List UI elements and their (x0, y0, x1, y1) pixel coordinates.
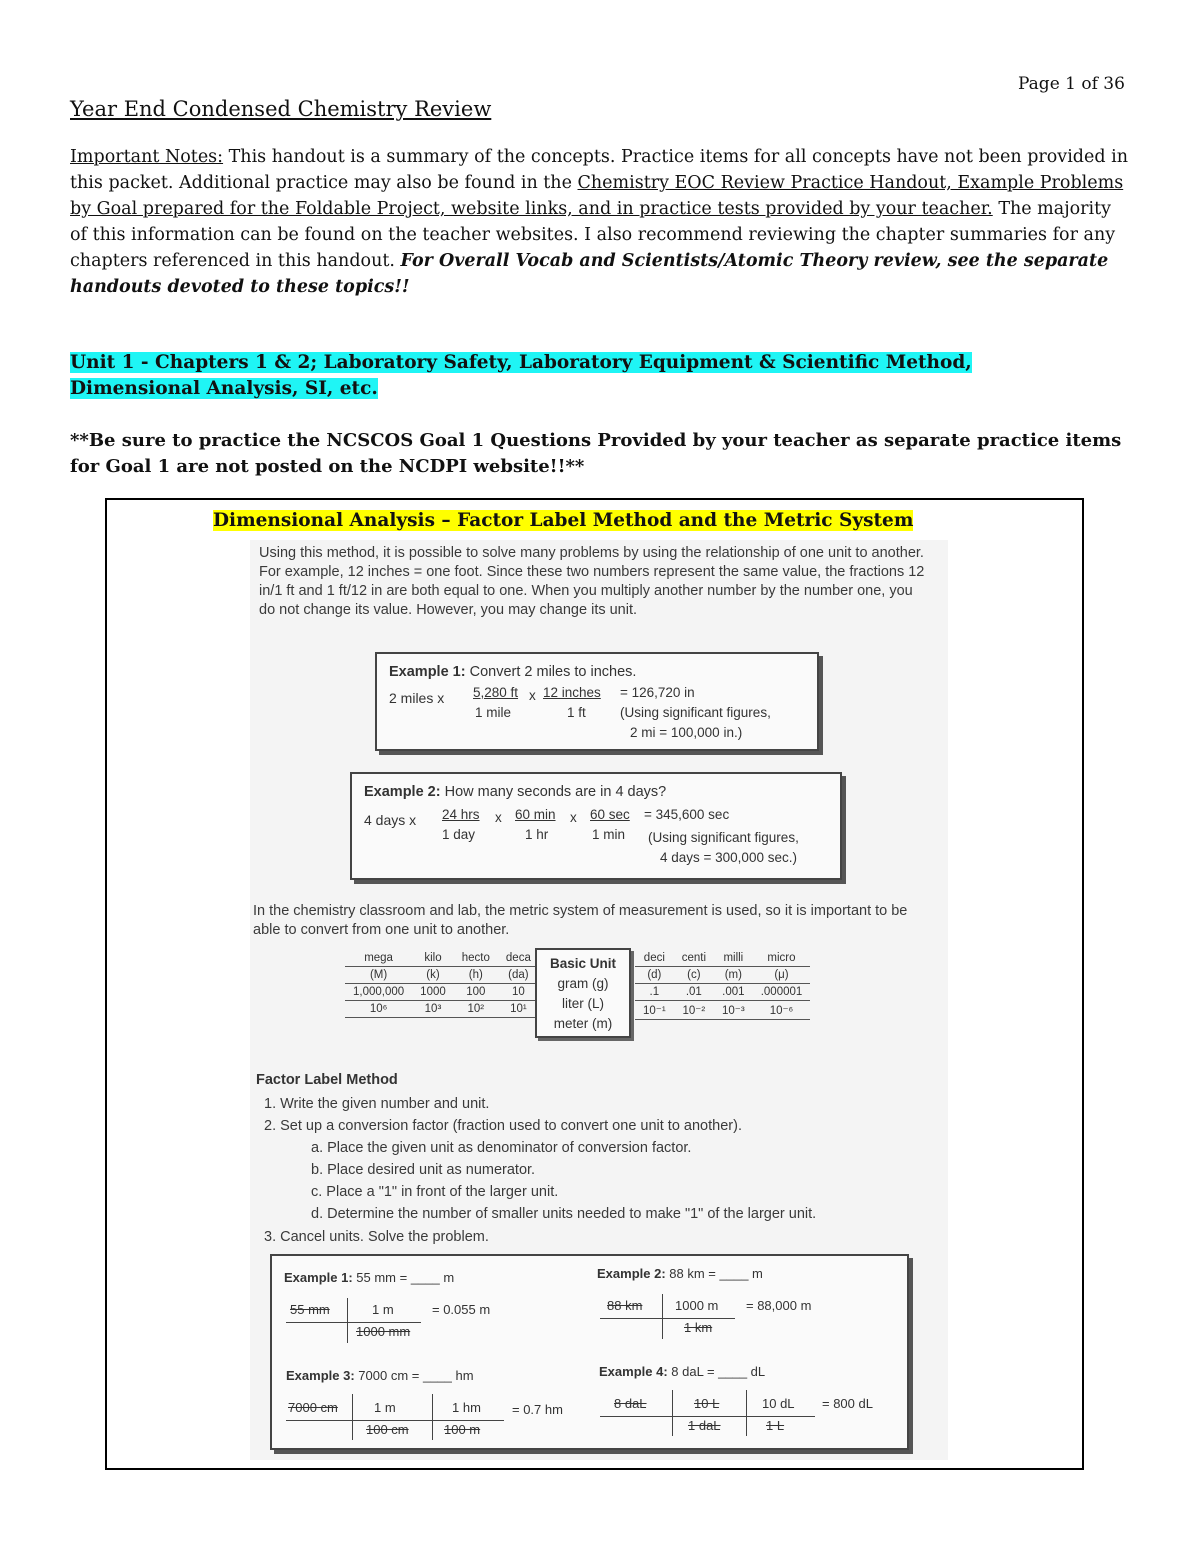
example-1-factor1-den: 1 mile (475, 705, 512, 720)
example-2-factor1-num: 24 hrs (442, 807, 480, 822)
unit-heading (70, 350, 1070, 402)
prefix-value: .001 (714, 984, 753, 1001)
prefix-value: 1000 (412, 984, 454, 1001)
example-2-result: = 345,600 sec (644, 807, 730, 822)
factor-label-step-2a: a. Place the given unit as denominator of conversion factor. (311, 1140, 692, 1156)
fl-example-3-given-text: 7000 cm (288, 1400, 338, 1415)
prefix-power: 10² (454, 1001, 498, 1018)
prefix-name: centi (674, 950, 714, 967)
fl-example-4-num-2: 10 dL (762, 1396, 795, 1411)
factor-label-step-3: 3. Cancel units. Solve the problem. (264, 1229, 489, 1245)
scanned-excerpt (250, 540, 948, 1460)
prefix-name: deci (635, 950, 674, 967)
fl-example-4-label: Example 4: (599, 1364, 668, 1379)
fl-example-4-vline-2 (746, 1390, 747, 1436)
page-title: Year End Condensed Chemistry Review (70, 97, 492, 121)
fl-example-4-question: 8 daL = ____ dL (671, 1364, 766, 1379)
example-2-start: 4 days x (364, 812, 417, 828)
fl-example-3-vline-2 (432, 1394, 433, 1440)
fl-example-4-hline (600, 1416, 815, 1417)
basic-unit-meter: meter (m) (553, 1016, 613, 1031)
fl-example-1-hline (286, 1322, 421, 1323)
prefix-power: 10⁻⁶ (753, 1001, 811, 1020)
example-1-question: Convert 2 miles to inches. (469, 664, 637, 680)
notes-italic-reminder: For Overall Vocab and Scientists/Atomic Theory review, see the separate handouts devoted to these topics!! (70, 251, 1109, 297)
fl-example-2-given-text: 88 km (607, 1298, 643, 1313)
factor-label-examples-box (270, 1254, 909, 1450)
example-1-box (375, 652, 819, 751)
example-1-factor2-den: 1 ft (567, 705, 586, 720)
prefix-power: 10⁻¹ (635, 1001, 674, 1020)
example-1-start: 2 miles x (389, 690, 445, 706)
prefix-value: 100 (454, 984, 498, 1001)
prefix-symbol: (da) (498, 967, 539, 984)
fl-example-4-vline-1 (672, 1390, 673, 1436)
prefix-name: mega (345, 950, 412, 967)
prefix-symbol: (c) (674, 967, 714, 984)
prefix-value: 1,000,000 (345, 984, 412, 1001)
prefix-power: 10³ (412, 1001, 454, 1018)
fl-example-3-num-2: 1 hm (452, 1400, 481, 1415)
fl-example-3-answer: = 0.7 hm (512, 1402, 563, 1417)
example-2-factor3-den: 1 min (592, 827, 626, 842)
factor-label-title: Factor Label Method (256, 1072, 398, 1088)
fl-example-1-given (290, 1302, 330, 1317)
fl-example-1-label: Example 1: (284, 1270, 353, 1285)
prefix-power: 10⁻² (674, 1001, 714, 1020)
practice-note: **Be sure to practice the NCSCOS Goal 1 Questions Provided by your teacher as separate practice items for Goal 1 are not posted on the NCDPI website!!** (70, 430, 1122, 477)
fl-example-1-den-text: 1000 mm (356, 1324, 411, 1339)
fl-example-3-den-1-text: 100 cm (366, 1422, 409, 1437)
prefix-name: kilo (412, 950, 454, 967)
fl-example-2-vline (662, 1294, 663, 1339)
fl-example-3-vline-1 (352, 1394, 353, 1440)
factor-label-step-2d: d. Determine the number of smaller units needed to make "1" of the larger unit. (311, 1206, 817, 1222)
example-2-sig-1: (Using significant figures, (648, 830, 799, 845)
prefix-value: 10 (498, 984, 539, 1001)
prefix-symbol: (h) (454, 967, 498, 984)
unit-heading-text: Unit 1 - Chapters 1 & 2; Laboratory Safety, Laboratory Equipment & Scientific Method, Dimensional Analysis, SI, etc. (70, 352, 972, 399)
notes-resources: Chemistry EOC Review Practice Handout, Example Problems by Goal prepared for the Foldable Project, website links, and in practice tests provided by your teacher. (70, 173, 1124, 219)
fl-example-2-hline (600, 1318, 735, 1319)
fl-example-4-den-2-text: 1 L (766, 1418, 785, 1433)
fl-example-3-den-2-text: 100 m (444, 1422, 481, 1437)
basic-unit-liter: liter (L) (561, 996, 604, 1011)
fl-example-3-num-1: 1 m (374, 1400, 396, 1415)
important-notes (70, 144, 1130, 300)
fl-example-3-question: 7000 cm = ____ hm (358, 1368, 474, 1383)
fl-example-3-label: Example 3: (286, 1368, 355, 1383)
example-1-factor1-num: 5,280 ft (473, 685, 519, 700)
prefix-symbol: (M) (345, 967, 412, 984)
notes-label: Important Notes: (70, 147, 224, 167)
metric-prefix-table-left (345, 950, 539, 1018)
factor-label-step-1: 1. Write the given number and unit. (264, 1096, 490, 1112)
fl-example-4-given-text: 8 daL (614, 1396, 647, 1411)
intro-paragraph: Using this method, it is possible to solve many problems by using the relationship of one unit to another. For example, 12 inches = one foot. Since these two numbers represent the same value, the fractions 12 in/1 ft and 1 ft/12 in are both equal to one. When you multiply another number by the number one, you do not change its value. However, you may change its unit. (259, 545, 925, 618)
prefix-name: hecto (454, 950, 498, 967)
fl-example-1-num: 1 m (372, 1302, 394, 1317)
prefix-power: 10⁶ (345, 1001, 412, 1018)
fl-example-2-den-text: 1 km (684, 1320, 713, 1335)
fl-example-4-den-2 (766, 1418, 784, 1433)
factor-label-step-2c: c. Place a "1" in front of the larger unit. (311, 1184, 559, 1200)
prefix-symbol: (d) (635, 967, 674, 984)
fl-example-3-given (288, 1400, 338, 1415)
notes-text-2: The majority of this information can be found on the teacher websites. I also recommend reviewing the chapter summaries for any chapters referenced in this handout. (70, 199, 1116, 271)
example-1-label: Example 1: (389, 664, 466, 680)
prefix-symbol: (m) (714, 967, 753, 984)
prefix-value: .01 (674, 984, 714, 1001)
example-1-factor2-num: 12 inches (543, 685, 601, 700)
example-2-label: Example 2: (364, 784, 441, 800)
fl-example-2-label: Example 2: (597, 1266, 666, 1281)
fl-example-1-question: 55 mm = ____ m (356, 1270, 455, 1285)
fl-example-1-vline (347, 1298, 348, 1343)
fl-example-4-given (614, 1396, 647, 1411)
fl-example-2-given (607, 1298, 642, 1313)
example-1-sig-2: 2 mi = 100,000 in.) (630, 725, 743, 740)
prefix-value: .1 (635, 984, 674, 1001)
example-1-sig-1: (Using significant figures, (620, 705, 771, 720)
example-2-sig-2: 4 days = 300,000 sec.) (660, 850, 797, 865)
metric-intro: In the chemistry classroom and lab, the metric system of measurement is used, so it is important to be able to convert from one unit to another. (253, 903, 908, 938)
factor-label-step-2: 2. Set up a conversion factor (fraction used to convert one unit to another). (264, 1118, 742, 1134)
basic-unit-heading: Basic Unit (549, 956, 617, 971)
prefix-power: 10⁻³ (714, 1001, 753, 1020)
basic-unit-gram: gram (g) (557, 976, 609, 991)
prefix-symbol: (μ) (753, 967, 811, 984)
fl-example-4-den-1-text: 1 daL (688, 1418, 721, 1433)
fl-example-1-answer: = 0.055 m (432, 1302, 491, 1317)
prefix-name: micro (753, 950, 811, 967)
example-2-factor2-den: 1 hr (525, 827, 549, 842)
example-1-times: x (529, 688, 536, 703)
fl-example-4-num-1 (694, 1396, 719, 1411)
example-2-box (350, 772, 842, 880)
notes-text-1: This handout is a summary of the concepts. Practice items for all concepts have not been provided in this packet. Additional practice may also be found in the (70, 147, 1128, 193)
prefix-symbol: (k) (412, 967, 454, 984)
example-2-factor1-den: 1 day (442, 827, 476, 842)
fl-example-1-den (356, 1324, 410, 1339)
basic-unit-box (535, 948, 631, 1038)
fl-example-1-given-text: 55 mm (290, 1302, 330, 1317)
example-2-question: How many seconds are in 4 days? (444, 784, 667, 800)
fl-example-2-answer: = 88,000 m (746, 1298, 812, 1313)
factor-label-step-2b: b. Place desired unit as numerator. (311, 1162, 536, 1178)
box-title (213, 510, 913, 531)
example-2-times-1: x (495, 810, 502, 825)
prefix-power: 10¹ (498, 1001, 539, 1018)
fl-example-3-hline (286, 1420, 504, 1421)
prefix-value: .000001 (753, 984, 811, 1001)
fl-example-2-num: 1000 m (675, 1298, 719, 1313)
example-2-factor3-num: 60 sec (590, 807, 630, 822)
box-title-text: Dimensional Analysis – Factor Label Method and the Metric System (213, 510, 914, 531)
prefix-name: milli (714, 950, 753, 967)
fl-example-2-question: 88 km = ____ m (669, 1266, 763, 1281)
prefix-name: deca (498, 950, 539, 967)
fl-example-4-answer: = 800 dL (822, 1396, 873, 1411)
fl-example-4-num-1-text: 10 L (694, 1396, 720, 1411)
fl-example-4-den-1 (688, 1418, 721, 1433)
example-1-result: = 126,720 in (620, 685, 695, 700)
example-2-times-2: x (570, 810, 577, 825)
page-number: Page 1 of 36 (1018, 74, 1125, 94)
example-2-factor2-num: 60 min (515, 807, 556, 822)
fl-example-3-den-1 (366, 1422, 409, 1437)
metric-prefix-table-right (635, 950, 810, 1020)
fl-example-3-den-2 (444, 1422, 480, 1437)
fl-example-2-den (684, 1320, 712, 1335)
